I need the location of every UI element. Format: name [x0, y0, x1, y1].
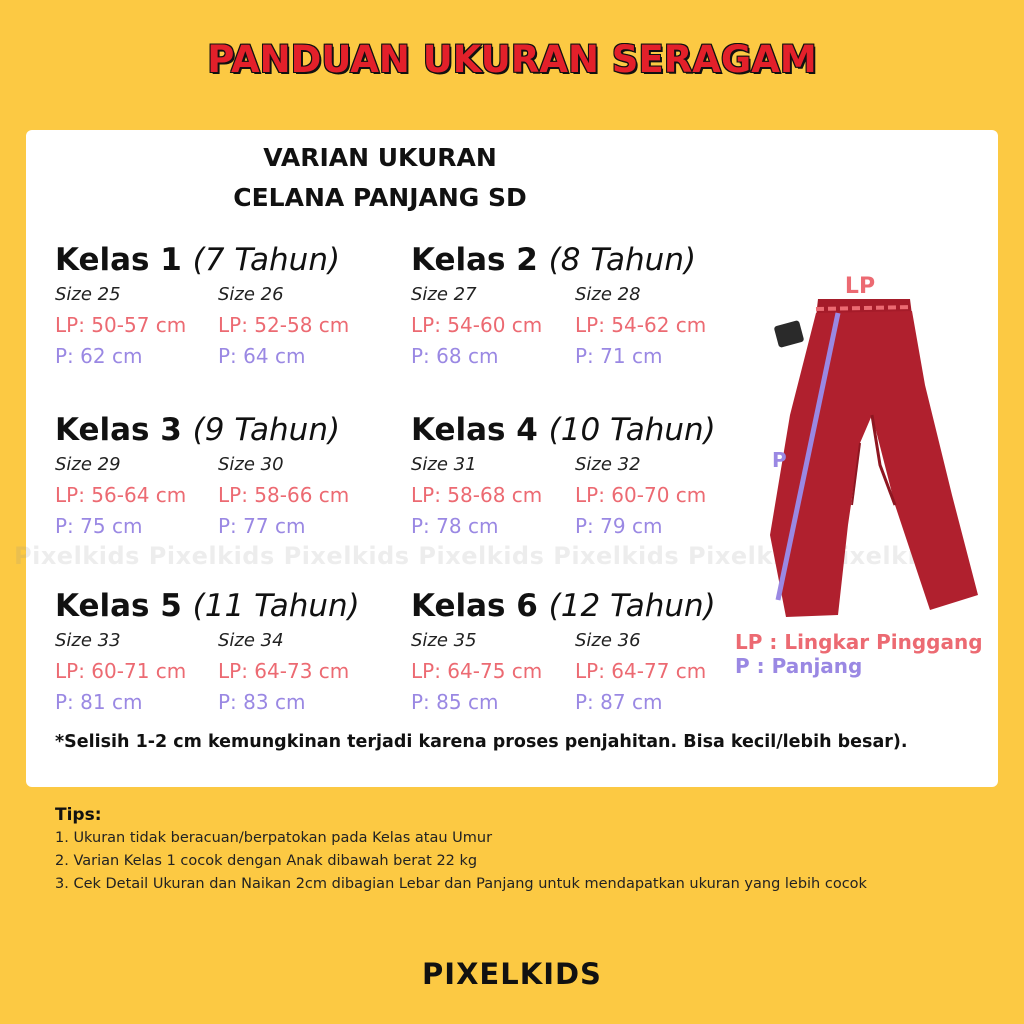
class-heading — [55, 588, 360, 624]
tip-item: 2. Varian Kelas 1 cocok dengan Anak dibawah berat 22 kg — [55, 853, 478, 869]
lp-marker: LP — [844, 274, 876, 299]
pants-body — [770, 311, 978, 617]
length-value: P: 64 cm — [218, 344, 306, 368]
tips-title: Tips: — [55, 805, 102, 825]
size-entry — [411, 282, 542, 372]
length-value: P: 62 cm — [55, 344, 143, 368]
waist-value: LP: 56-64 cm — [55, 483, 187, 507]
waist-value: LP: 58-68 cm — [411, 483, 543, 507]
size-label: Size 29 — [55, 454, 121, 475]
waist-value: LP: 64-73 cm — [218, 659, 350, 683]
length-value: P: 81 cm — [55, 690, 143, 714]
class-heading — [411, 588, 716, 624]
size-label: Size 36 — [575, 630, 641, 651]
size-label: Size 33 — [55, 630, 121, 651]
class-name: Kelas 3 — [55, 412, 182, 448]
size-entry — [411, 628, 542, 718]
waist-value: LP: 60-70 cm — [575, 483, 707, 507]
size-entry — [575, 282, 706, 372]
size-label: Size 26 — [218, 284, 284, 305]
length-value: P: 79 cm — [575, 514, 663, 538]
waist-value: LP: 64-77 cm — [575, 659, 707, 683]
legend-p: P : Panjang — [735, 654, 863, 678]
length-value: P: 68 cm — [411, 344, 499, 368]
class-age: (7 Tahun) — [192, 242, 341, 278]
subtitle-line-1: VARIAN UKURAN — [263, 143, 497, 172]
size-label: Size 32 — [575, 454, 641, 475]
size-entry — [218, 628, 349, 718]
waist-value: LP: 54-62 cm — [575, 313, 707, 337]
length-value: P: 71 cm — [575, 344, 663, 368]
length-value: P: 85 cm — [411, 690, 499, 714]
class-age: (9 Tahun) — [192, 412, 341, 448]
size-entry — [218, 282, 349, 372]
size-label: Size 35 — [411, 630, 477, 651]
class-age: (12 Tahun) — [548, 588, 716, 624]
class-heading — [55, 412, 340, 448]
size-entry — [575, 452, 706, 542]
waist-value: LP: 50-57 cm — [55, 313, 187, 337]
length-value: P: 83 cm — [218, 690, 306, 714]
class-name: Kelas 5 — [55, 588, 182, 624]
waist-value: LP: 58-66 cm — [218, 483, 350, 507]
class-heading — [55, 242, 340, 278]
brand-name: PIXELKIDS — [422, 957, 602, 991]
length-value: P: 75 cm — [55, 514, 143, 538]
clothing-tag — [774, 320, 805, 348]
class-name: Kelas 2 — [411, 242, 538, 278]
tip-item: 3. Cek Detail Ukuran dan Naikan 2cm dibagian Lebar dan Panjang untuk mendapatkan ukuran yang lebih cocok — [55, 876, 867, 892]
size-label: Size 30 — [218, 454, 284, 475]
class-age: (10 Tahun) — [548, 412, 716, 448]
length-value: P: 77 cm — [218, 514, 306, 538]
waist-value: LP: 60-71 cm — [55, 659, 187, 683]
size-label: Size 28 — [575, 284, 641, 305]
waist-value: LP: 64-75 cm — [411, 659, 543, 683]
length-value: P: 87 cm — [575, 690, 663, 714]
waist-value: LP: 54-60 cm — [411, 313, 543, 337]
p-marker: P — [772, 448, 787, 472]
waist-value: LP: 52-58 cm — [218, 313, 350, 337]
class-heading — [411, 242, 696, 278]
size-entry — [411, 452, 542, 542]
pants-illustration — [720, 265, 1000, 625]
subtitle-line-2: CELANA PANJANG SD — [233, 183, 527, 212]
tolerance-note: *Selisih 1-2 cm kemungkinan terjadi karena proses penjahitan. Bisa kecil/lebih besar). — [55, 732, 908, 752]
class-name: Kelas 4 — [411, 412, 538, 448]
length-value: P: 78 cm — [411, 514, 499, 538]
page-title: PANDUAN UKURAN SERAGAM — [207, 38, 817, 81]
size-entry — [575, 628, 706, 718]
pants-diagram — [720, 265, 1000, 625]
size-entry — [55, 452, 186, 542]
class-age: (11 Tahun) — [192, 588, 360, 624]
class-name: Kelas 6 — [411, 588, 538, 624]
size-label: Size 27 — [411, 284, 477, 305]
tip-item: 1. Ukuran tidak beracuan/berpatokan pada Kelas atau Umur — [55, 830, 493, 846]
size-entry — [55, 282, 186, 372]
size-label: Size 25 — [55, 284, 121, 305]
size-label: Size 31 — [411, 454, 477, 475]
size-label: Size 34 — [218, 630, 284, 651]
class-heading — [411, 412, 716, 448]
class-name: Kelas 1 — [55, 242, 182, 278]
size-entry — [218, 452, 349, 542]
size-entry — [55, 628, 186, 718]
class-age: (8 Tahun) — [548, 242, 697, 278]
legend-lp: LP : Lingkar Pinggang — [735, 630, 983, 654]
